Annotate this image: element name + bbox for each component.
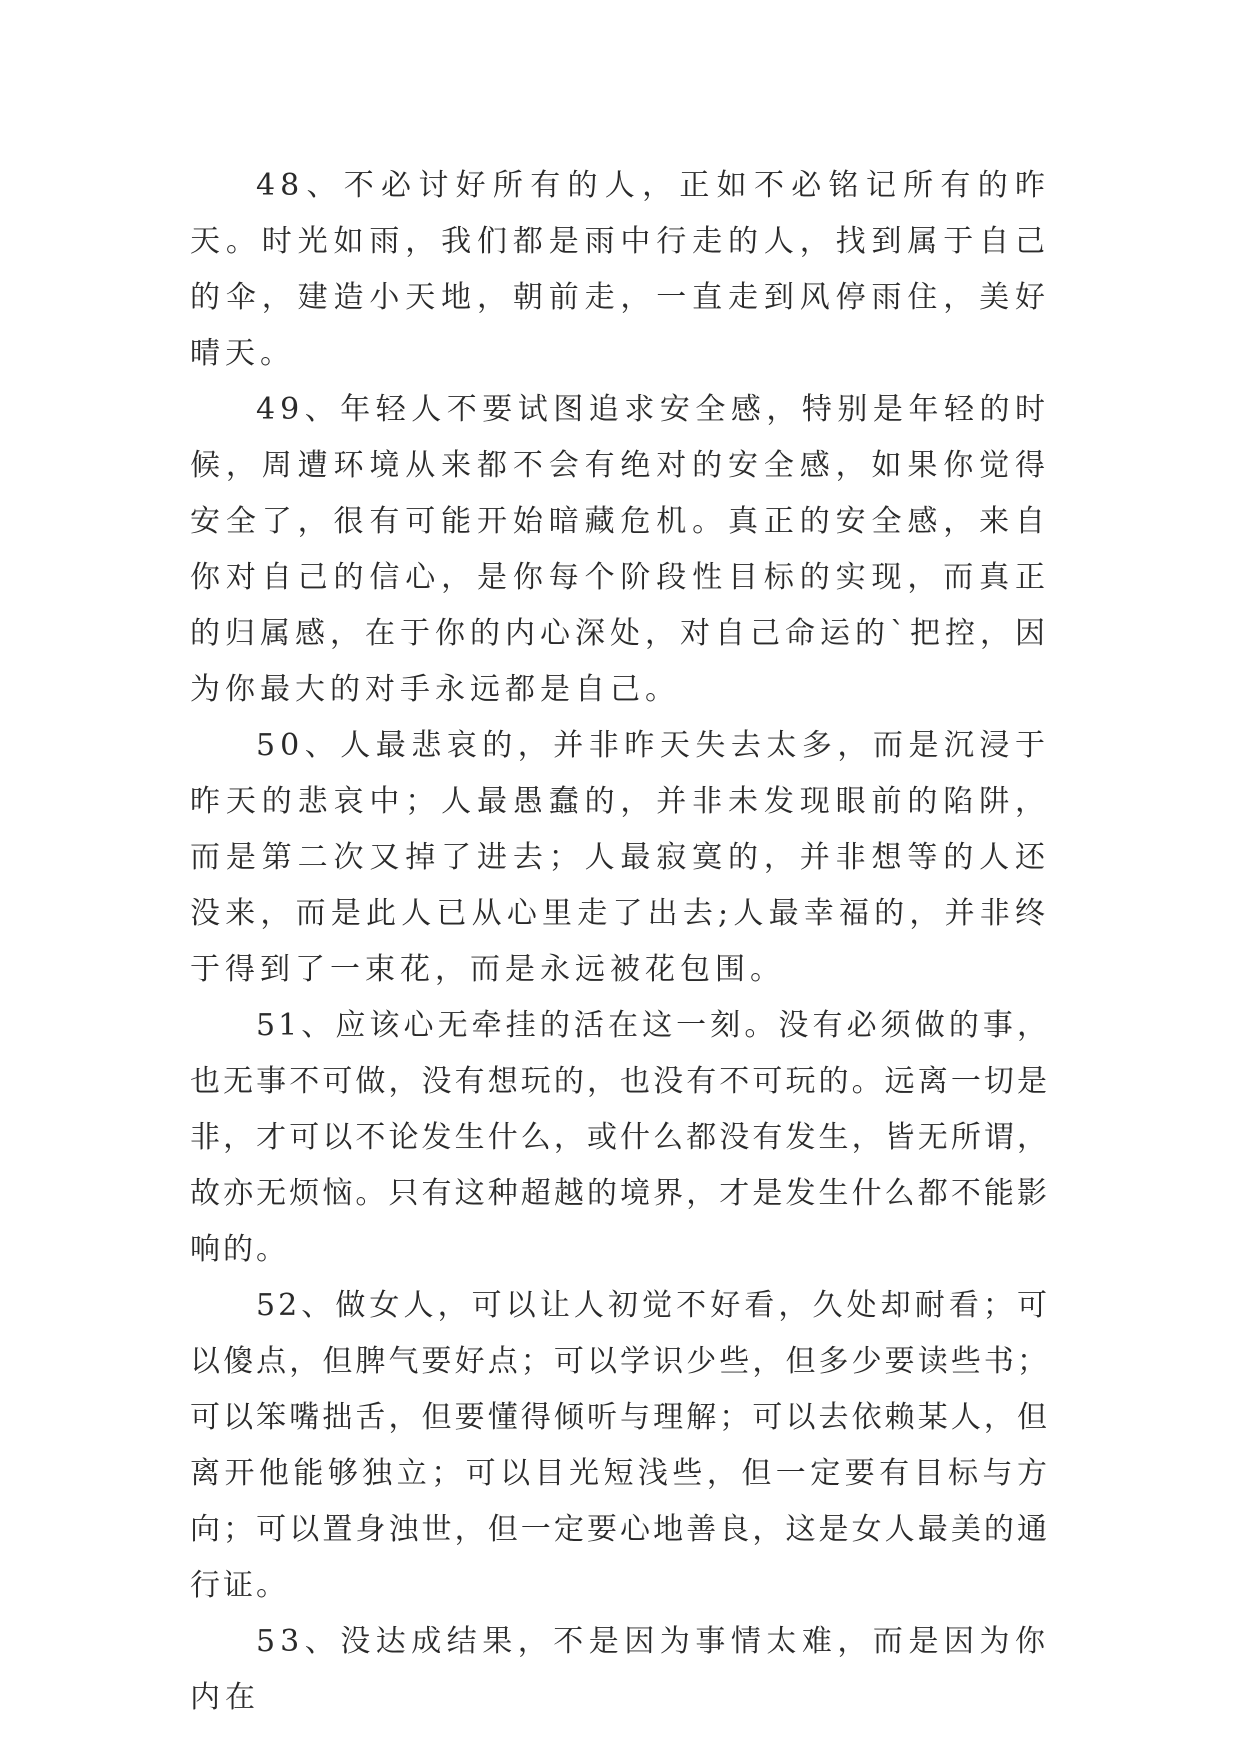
paragraph-53: 53、没达成结果，不是因为事情太难，而是因为你内在 [190,1624,1050,1715]
paragraph-51: 51、应该心无牵挂的活在这一刻。没有必须做的事，也无事不可做，没有想玩的，也没有不可玩的。远离一切是非，才可以不论发生什么，或什么都没有发生，皆无所谓，故亦无烦恼。只有这种超越的境界，才是发生什么都不能影响的。 [190,1008,1050,1267]
paragraph-48: 48、不必讨好所有的人，正如不必铭记所有的昨天。时光如雨，我们都是雨中行走的人，找到属于自己的伞，建造小天地，朝前走，一直走到风停雨住，美好晴天。 [190,168,1050,371]
paragraph-49: 49、年轻人不要试图追求安全感，特别是年轻的时候，周遭环境从来都不会有绝对的安全感，如果你觉得安全了，很有可能开始暗藏危机。真正的安全感，来自你对自己的信心，是你每个阶段性目标的实现，而真正的归属感，在于你的内心深处，对自己命运的`把控，因为你最大的对手永远都是自己。 [190,392,1050,707]
document-body [190,158,1050,1726]
paragraph-50: 50、人最悲哀的，并非昨天失去太多，而是沉浸于昨天的悲哀中；人最愚蠢的，并非未发现眼前的陷阱，而是第二次又掉了进去；人最寂寞的，并非想等的人还没来，而是此人已从心里走了出去;人最幸福的，并非终于得到了一束花，而是永远被花包围。 [190,728,1050,987]
paragraph-52: 52、做女人，可以让人初觉不好看，久处却耐看；可以傻点，但脾气要好点；可以学识少些，但多少要读些书；可以笨嘴拙舌，但要懂得倾听与理解；可以去依赖某人，但离开他能够独立；可以目光短浅些，但一定要有目标与方向；可以置身浊世，但一定要心地善良，这是女人最美的通行证。 [190,1288,1050,1603]
